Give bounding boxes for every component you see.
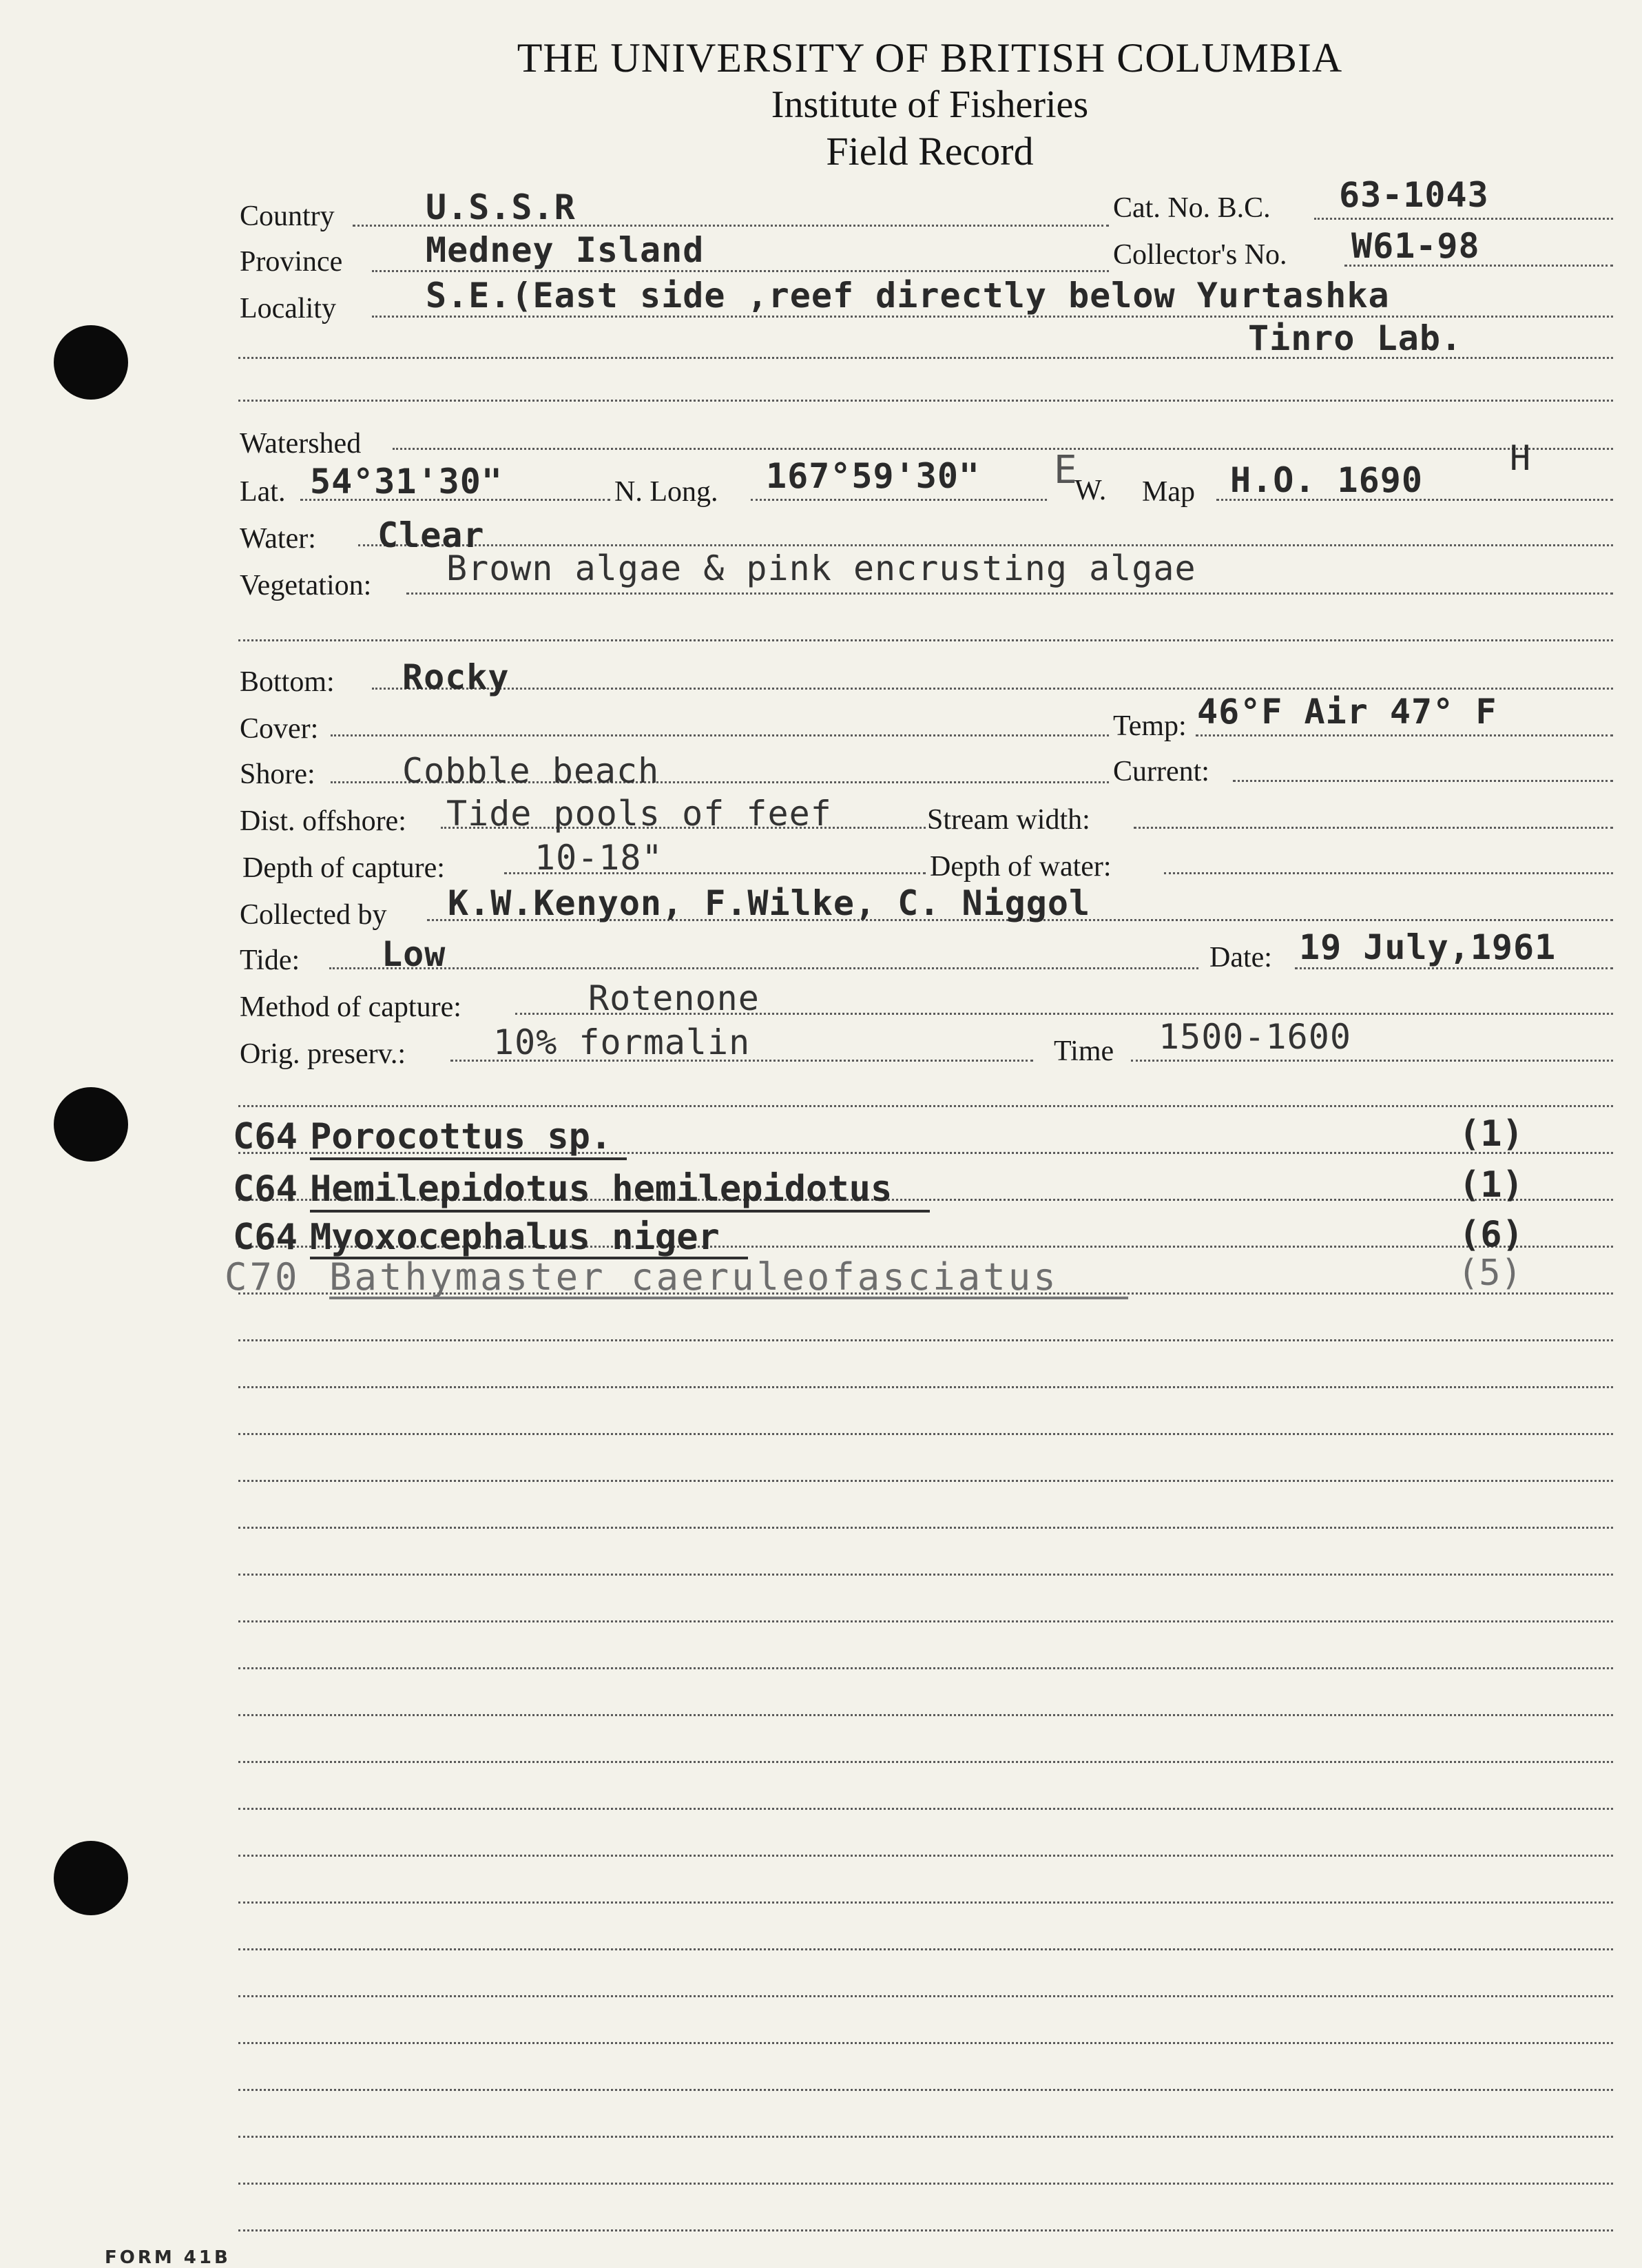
water-line: [358, 544, 1613, 546]
province-value: Medney Island: [426, 230, 705, 270]
tide-label: Tide:: [240, 945, 300, 976]
vegetation-line: [406, 592, 1613, 595]
species-line-0: [238, 1105, 1613, 1107]
cover-line: [331, 734, 1109, 736]
country-label: Country: [240, 200, 335, 232]
temp-value: 46°F Air 47° F: [1197, 692, 1497, 732]
dist-offshore-label: Dist. offshore:: [240, 805, 406, 837]
watershed-line: [393, 448, 1613, 450]
blank-line: [238, 1761, 1613, 1763]
stream-width-line: [1134, 827, 1613, 829]
blank-line: [238, 2183, 1613, 2185]
species-code: C64: [233, 1217, 298, 1258]
long-value: 167°59'30": [766, 456, 981, 496]
species-code: C70: [225, 1255, 300, 1299]
country-value: U.S.S.R: [426, 187, 576, 227]
watershed-label: Watershed: [240, 428, 362, 460]
university-title: THE UNIVERSITY OF BRITISH COLUMBIA: [517, 35, 1343, 81]
blank-line: [238, 1433, 1613, 1435]
tide-line: [329, 967, 1198, 969]
depth-water-line: [1164, 872, 1613, 874]
species-count: (1): [1459, 1164, 1524, 1206]
blank-line: [238, 1386, 1613, 1388]
locality-value-line1: S.E.(East side ,reef directly below Yurtashka: [426, 276, 1390, 316]
locality-label: Locality: [240, 293, 336, 324]
blank-line: [238, 1995, 1613, 1997]
depth-water-label: Depth of water:: [930, 851, 1112, 883]
bottom-value: Rocky: [402, 657, 510, 697]
species-code: C64: [233, 1168, 298, 1210]
locality-line: [372, 316, 1613, 318]
punch-hole-middle: [54, 1087, 128, 1162]
blank-line: [238, 2042, 1613, 2044]
species-count: (1): [1459, 1113, 1524, 1155]
temp-line: [1196, 734, 1613, 736]
blank-line: [238, 1901, 1613, 1904]
blank-line: [238, 1808, 1613, 1810]
blank-line: [238, 2136, 1613, 2138]
species-name: Porocottus sp.: [310, 1116, 612, 1157]
province-line: [372, 270, 1109, 272]
vegetation-label: Vegetation:: [240, 570, 372, 601]
long-direction-label: W.: [1074, 475, 1107, 506]
vegetation-value: Brown algae & pink encrusting algae: [446, 548, 1196, 588]
depth-capture-value: 10-18": [534, 838, 663, 878]
date-value: 19 July,1961: [1299, 927, 1557, 967]
blank-line: [238, 1855, 1613, 1857]
collector-no-value: W61-98: [1351, 226, 1480, 266]
tide-value: Low: [382, 934, 446, 974]
bottom-line: [372, 688, 1613, 690]
cat-no-label: Cat. No. B.C.: [1113, 192, 1271, 224]
blank-line: [238, 1714, 1613, 1716]
collector-no-label: Collector's No.: [1113, 239, 1287, 271]
map-mark: H: [1510, 438, 1532, 478]
cat-no-line: [1314, 218, 1613, 220]
shore-label: Shore:: [240, 759, 315, 790]
date-label: Date:: [1209, 942, 1272, 973]
species-underline: [310, 1210, 930, 1213]
blank-line: [238, 2229, 1613, 2231]
map-label: Map: [1142, 476, 1195, 508]
province-label: Province: [240, 246, 343, 278]
dist-offshore-value: Tide pools of feef: [446, 794, 832, 834]
lat-value: 54°31'30": [310, 462, 503, 502]
temp-label: Temp:: [1113, 710, 1187, 742]
blank-line: [238, 1620, 1613, 1622]
time-label: Time: [1054, 1035, 1114, 1067]
long-line: [751, 499, 1047, 501]
species-underline: [329, 1297, 1128, 1299]
collected-by-value: K.W.Kenyon, F.Wilke, C. Niggol: [448, 883, 1091, 923]
species-name: Myoxocephalus niger: [310, 1217, 720, 1258]
lat-label: Lat.: [240, 476, 286, 508]
species-count: (5): [1457, 1252, 1522, 1294]
vegetation-line-2: [238, 639, 1613, 641]
locality-value-line2: Tinro Lab.: [1248, 318, 1463, 358]
punch-hole-bottom: [54, 1841, 128, 1915]
species-count: (6): [1459, 1214, 1524, 1255]
cat-no-value: 63-1043: [1339, 175, 1489, 215]
species-code: C64: [233, 1116, 298, 1157]
preserv-value: 10% formalin: [493, 1022, 751, 1062]
current-line: [1233, 780, 1613, 782]
blank-line: [238, 1339, 1613, 1341]
depth-capture-label: Depth of capture:: [242, 852, 445, 884]
method-label: Method of capture:: [240, 991, 461, 1023]
preserv-label: Orig. preserv.:: [240, 1038, 406, 1070]
cover-label: Cover:: [240, 713, 319, 745]
method-value: Rotenone: [588, 978, 760, 1018]
bottom-label: Bottom:: [240, 666, 335, 698]
water-value: Clear: [377, 515, 485, 555]
time-line: [1131, 1060, 1613, 1062]
punch-hole-top: [54, 325, 128, 400]
blank-line: [238, 1667, 1613, 1669]
locality-line-3: [238, 400, 1613, 402]
blank-line: [238, 1527, 1613, 1529]
long-direction-mark: E: [1054, 448, 1078, 493]
species-name: Bathymaster caeruleofasciatus: [329, 1255, 1059, 1299]
institute-title: Institute of Fisheries: [771, 83, 1089, 126]
date-line: [1295, 967, 1613, 969]
species-name: Hemilepidotus hemilepidotus: [310, 1168, 893, 1210]
water-label: Water:: [240, 523, 316, 555]
collected-by-label: Collected by: [240, 899, 387, 931]
shore-value: Cobble beach: [402, 751, 660, 791]
blank-line: [238, 1948, 1613, 1950]
blank-line: [238, 1574, 1613, 1576]
long-label: N. Long.: [614, 476, 718, 508]
current-label: Current:: [1113, 756, 1209, 787]
time-value: 1500-1600: [1158, 1017, 1351, 1057]
record-type-title: Field Record: [826, 129, 1034, 174]
species-underline: [310, 1157, 627, 1160]
stream-width-label: Stream width:: [927, 804, 1090, 836]
blank-line: [238, 1480, 1613, 1482]
map-value: H.O. 1690: [1230, 460, 1423, 500]
form-number: FORM 41B: [105, 2247, 231, 2268]
blank-line: [238, 2089, 1613, 2091]
